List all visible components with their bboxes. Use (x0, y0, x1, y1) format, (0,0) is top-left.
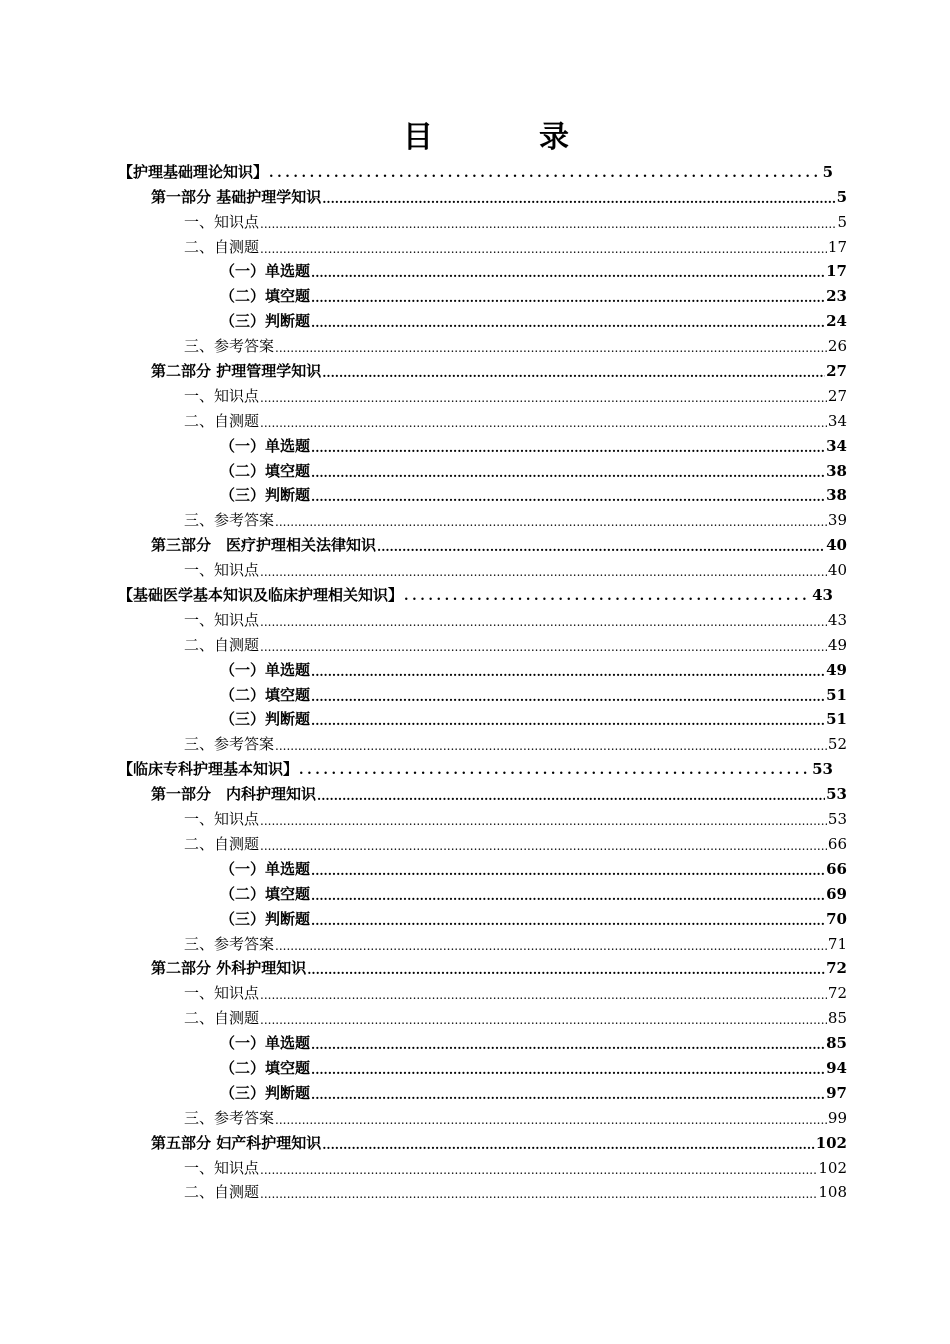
toc-entry-page-number: 24 (826, 312, 847, 331)
toc-entry-label: （二）填空题 (220, 1058, 311, 1077)
toc-entry[interactable] (0, 380, 950, 405)
dot-leader (311, 287, 825, 305)
toc-entry-label: （三）判断题 (220, 486, 311, 505)
toc-entry[interactable] (0, 1177, 950, 1202)
toc-entry[interactable] (0, 878, 950, 903)
toc-entry-label: 二、自测题 (184, 1009, 260, 1028)
toc-entry-label: 三、参考答案 (184, 735, 275, 754)
toc-entry[interactable] (0, 480, 950, 505)
dot-leader (260, 412, 827, 430)
table-of-contents (0, 156, 950, 1201)
dot-leader (260, 810, 827, 828)
toc-entry-label: 第三部分 医疗护理相关法律知识 (151, 536, 377, 555)
dot-leader (260, 1159, 817, 1177)
dot-leader (311, 661, 825, 679)
toc-entry-label: （三）判断题 (220, 1083, 311, 1102)
toc-entry-label: 第二部分 护理管理学知识 (151, 362, 322, 381)
toc-entry-label: （一）单选题 (220, 436, 311, 455)
toc-entry-label: 三、参考答案 (184, 511, 275, 530)
dot-leader (311, 1034, 825, 1052)
toc-entry-label: 二、自测题 (184, 635, 260, 654)
toc-entry-page-number: 51 (826, 710, 847, 729)
toc-entry-label: （二）填空题 (220, 461, 311, 480)
dot-leader (322, 362, 825, 380)
toc-entry-label: （二）填空题 (220, 287, 311, 306)
toc-entry-page-number: 23 (826, 287, 847, 306)
toc-entry-label: （一）单选题 (220, 262, 311, 281)
toc-entry-label: 第一部分 基础护理学知识 (151, 187, 322, 206)
toc-entry-page-number: 34 (826, 436, 847, 455)
toc-entry-label: 三、参考答案 (184, 1108, 275, 1127)
toc-entry-label: （三）判断题 (220, 909, 311, 928)
dot-leader (311, 860, 825, 878)
toc-entry[interactable] (0, 928, 950, 953)
dot-leader (311, 486, 825, 504)
toc-entry[interactable] (0, 280, 950, 305)
toc-entry[interactable] (0, 853, 950, 878)
toc-entry-label: （三）判断题 (220, 312, 311, 331)
toc-entry-page-number: 85 (827, 1009, 847, 1028)
dot-leader (275, 337, 827, 355)
dot-leader (317, 785, 825, 803)
toc-entry-page-number: 27 (827, 386, 847, 405)
toc-entry[interactable] (0, 181, 950, 206)
toc-entry[interactable] (0, 1102, 950, 1127)
toc-entry-label: 一、知识点 (184, 1158, 260, 1177)
toc-entry-page-number: 102 (818, 1158, 847, 1177)
toc-entry-page-number: 52 (827, 735, 847, 754)
toc-entry-label: 二、自测题 (184, 1183, 260, 1202)
toc-entry[interactable] (0, 330, 950, 355)
dot-leader (275, 1109, 827, 1127)
toc-entry-page-number: 17 (827, 237, 847, 256)
toc-entry-label: 二、自测题 (184, 411, 260, 430)
toc-entry-page-number: 27 (826, 362, 847, 381)
toc-entry-label: （一）单选题 (220, 660, 311, 679)
dot-leader (260, 387, 827, 405)
toc-entry[interactable] (0, 679, 950, 704)
toc-entry-label: 一、知识点 (184, 212, 260, 231)
toc-entry-label: 【临床专科护理基本知识】 (118, 760, 299, 779)
toc-entry-label: 一、知识点 (184, 561, 260, 580)
toc-entry[interactable] (0, 753, 950, 778)
toc-entry-label: （一）单选题 (220, 859, 311, 878)
toc-entry-page-number: 49 (826, 660, 847, 679)
toc-entry-label: 三、参考答案 (184, 337, 275, 356)
toc-entry-label: （三）判断题 (220, 710, 311, 729)
toc-entry-label: 一、知识点 (184, 810, 260, 829)
toc-entry[interactable] (0, 554, 950, 579)
toc-entry[interactable] (0, 604, 950, 629)
toc-entry-page-number: 40 (827, 561, 847, 580)
dot-leader (260, 835, 827, 853)
dot-leader (260, 984, 827, 1002)
dot-leader (260, 1009, 827, 1027)
toc-entry[interactable] (0, 529, 950, 554)
toc-entry-page-number: 5 (822, 162, 833, 181)
dot-leader (311, 462, 825, 480)
toc-entry[interactable] (0, 728, 950, 753)
toc-entry[interactable] (0, 430, 950, 455)
toc-entry-page-number: 38 (826, 461, 847, 480)
toc-entry[interactable] (0, 1077, 950, 1102)
toc-entry-page-number: 94 (826, 1058, 847, 1077)
toc-entry-label: 二、自测题 (184, 834, 260, 853)
toc-entry-label: 第五部分 妇产科护理知识 (151, 1133, 322, 1152)
toc-entry[interactable] (0, 206, 950, 231)
dot-leader (404, 586, 811, 604)
dot-leader (377, 536, 825, 554)
dot-leader (311, 262, 825, 280)
toc-entry-label: 三、参考答案 (184, 934, 275, 953)
toc-entry[interactable] (0, 156, 950, 181)
toc-entry-page-number: 102 (815, 1133, 847, 1152)
toc-entry[interactable] (0, 828, 950, 853)
toc-entry-label: 一、知识点 (184, 610, 260, 629)
toc-entry-page-number: 71 (827, 934, 847, 953)
dot-leader (275, 935, 827, 953)
toc-entry[interactable] (0, 778, 950, 803)
page-title: 目 录 (403, 120, 607, 155)
dot-leader (311, 1059, 825, 1077)
dot-leader (311, 312, 825, 330)
toc-entry-page-number: 97 (826, 1083, 847, 1102)
toc-entry-page-number: 38 (826, 486, 847, 505)
dot-leader (260, 611, 827, 629)
toc-entry[interactable] (0, 1052, 950, 1077)
dot-leader (275, 511, 827, 529)
toc-entry-label: 【基础医学基本知识及临床护理相关知识】 (118, 586, 404, 605)
toc-entry-page-number: 5 (836, 187, 847, 206)
toc-entry-page-number: 43 (812, 586, 833, 605)
toc-entry[interactable] (0, 654, 950, 679)
dot-leader (311, 710, 825, 728)
toc-entry-label: （二）填空题 (220, 685, 311, 704)
toc-entry[interactable] (0, 231, 950, 256)
dot-leader (322, 188, 835, 206)
toc-entry-page-number: 34 (827, 411, 847, 430)
dot-leader (311, 1084, 825, 1102)
toc-entry-label: （一）单选题 (220, 1034, 311, 1053)
toc-entry[interactable] (0, 1027, 950, 1052)
dot-leader (311, 686, 825, 704)
toc-entry-label: 第二部分 外科护理知识 (151, 959, 307, 978)
toc-entry[interactable] (0, 704, 950, 729)
toc-entry-label: 第一部分 内科护理知识 (151, 785, 317, 804)
toc-entry[interactable] (0, 629, 950, 654)
toc-entry[interactable] (0, 1152, 950, 1177)
toc-entry-label: 【护理基础理论知识】 (118, 162, 269, 181)
toc-entry[interactable] (0, 803, 950, 828)
toc-entry-page-number: 72 (827, 984, 847, 1003)
toc-entry-page-number: 26 (827, 337, 847, 356)
toc-entry[interactable] (0, 504, 950, 529)
dot-leader (260, 1183, 817, 1201)
toc-entry-label: 一、知识点 (184, 984, 260, 1003)
dot-leader (260, 238, 827, 256)
toc-entry-page-number: 5 (837, 212, 847, 231)
toc-entry-page-number: 43 (827, 610, 847, 629)
toc-entry[interactable] (0, 903, 950, 928)
toc-entry[interactable] (0, 1127, 950, 1152)
toc-entry-label: （二）填空题 (220, 884, 311, 903)
dot-leader (322, 1134, 814, 1152)
dot-leader (275, 735, 827, 753)
toc-entry-page-number: 108 (818, 1183, 847, 1202)
toc-entry-page-number: 99 (827, 1108, 847, 1127)
toc-entry-page-number: 39 (827, 511, 847, 530)
toc-entry-page-number: 53 (827, 810, 847, 829)
toc-entry-page-number: 72 (826, 959, 847, 978)
toc-entry-page-number: 53 (826, 785, 847, 804)
toc-entry[interactable] (0, 953, 950, 978)
toc-entry[interactable] (0, 256, 950, 281)
toc-entry-page-number: 70 (826, 909, 847, 928)
toc-entry[interactable] (0, 579, 950, 604)
dot-leader (311, 910, 825, 928)
toc-entry[interactable] (0, 455, 950, 480)
dot-leader (260, 213, 836, 231)
dot-leader (311, 437, 825, 455)
toc-entry-page-number: 69 (826, 884, 847, 903)
toc-entry[interactable] (0, 405, 950, 430)
toc-entry-page-number: 17 (826, 262, 847, 281)
dot-leader (311, 885, 825, 903)
toc-entry-page-number: 66 (826, 859, 847, 878)
toc-entry[interactable] (0, 305, 950, 330)
toc-entry[interactable] (0, 1002, 950, 1027)
dot-leader (299, 760, 811, 778)
toc-entry[interactable] (0, 977, 950, 1002)
toc-entry-page-number: 53 (812, 760, 833, 779)
toc-entry-page-number: 66 (827, 834, 847, 853)
toc-entry-label: 二、自测题 (184, 237, 260, 256)
toc-entry-label: 一、知识点 (184, 386, 260, 405)
toc-entry-page-number: 40 (826, 536, 847, 555)
dot-leader (307, 959, 825, 977)
toc-entry-page-number: 49 (827, 635, 847, 654)
toc-entry[interactable] (0, 355, 950, 380)
toc-entry-page-number: 51 (826, 685, 847, 704)
dot-leader (260, 636, 827, 654)
dot-leader (269, 163, 822, 181)
dot-leader (260, 561, 827, 579)
toc-entry-page-number: 85 (826, 1034, 847, 1053)
